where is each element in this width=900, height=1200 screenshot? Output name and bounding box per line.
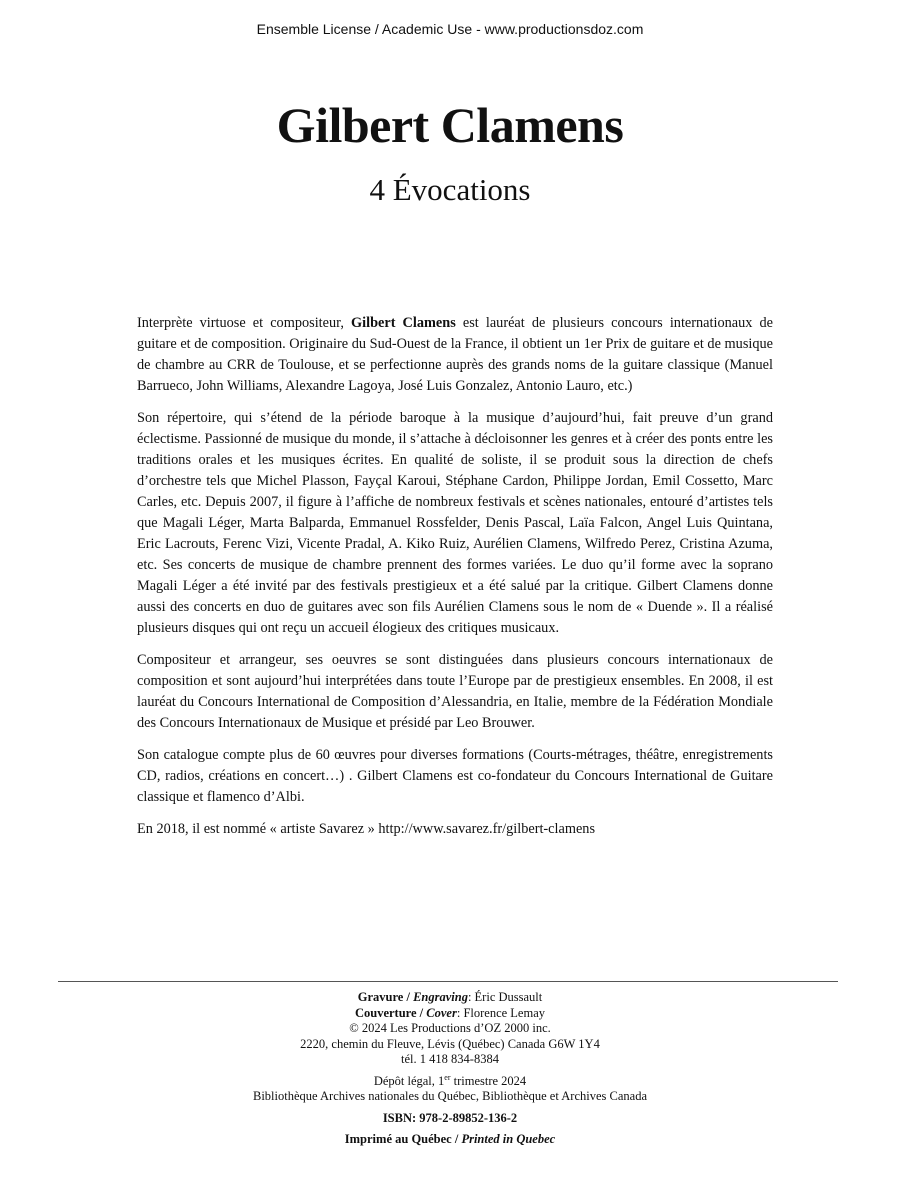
bio-paragraph-5: En 2018, il est nommé « artiste Savarez » http://www.savarez.fr/gilbert-clamens xyxy=(137,821,596,837)
bio-p1-name: Gilbert Clamens xyxy=(351,315,456,331)
bio-p1-intro: Interprète virtuose et compositeur, xyxy=(137,315,351,331)
bio-paragraph-1 xyxy=(137,313,773,397)
copyright: © 2024 Les Productions d’OZ 2000 inc. xyxy=(349,1021,551,1035)
biography xyxy=(137,313,773,851)
publisher-phone: tél. 1 418 834-8384 xyxy=(401,1052,499,1066)
bio-paragraph-3: Compositeur et arrangeur, ses oeuvres se sont distinguées dans plusieurs concours internationaux de composition et sont aujourd’hui interprétées dans toute l’Europe par de prestigieux ensembles. En 2008, il est lauréat du Concours International de Composition d’Alessandria, en Italie, membre de la Fédération Mondiale des Concours Internationaux de Musique et présidé par Leo Brouwer. xyxy=(137,652,773,731)
libraries: Bibliothèque Archives nationales du Québec, Bibliothèque et Archives Canada xyxy=(253,1089,647,1103)
legal-deposit: Dépôt légal, 1er trimestre 2024 xyxy=(373,1072,527,1088)
composer-name: Gilbert Clamens xyxy=(276,97,624,153)
work-title: 4 Évocations xyxy=(369,172,531,207)
bio-paragraph-2: Son répertoire, qui s’étend de la période baroque à la musique d’aujourd’hui, fait preuve d’un grand éclectisme. Passionné de musique du monde, il s’attache à décloisonner les genres et à créer des ponts entre les traditions orales et les musiques écrites. En qualité de soliste, il se produit sous la direction de chefs d’orchestre tels que Michel Plasson, Fayçal Karoui, Stéphane Cardon, Philippe Jordan, Emil Cossetto, Marc Carles, etc. Depuis 2007, il figure à l’affiche de nombreux festivals et scènes nationales, entouré d’artistes tels que Magali Léger, Marta Balparda, Emmanuel Rossfelder, Denis Pascal, Laïa Falcon, Angel Luis Quintana, Eric Lacrouts, Ferenc Vizi, Vicente Pradal, A. Kiko Ruiz, Aurélien Clamens, Wilfredo Perez, Cristina Azuma, etc. Ses concerts de musique de chambre prennent des formes variées. Le duo qu’il forme avec la soprano Magali Léger a été invité par des festivals prestigieux et a été salué par la critique. Gilbert Clamens donne aussi des concerts en duo de guitares avec son fils Aurélien Clamens sous le nom de « Duende ». Il a réalisé plusieurs disques qui ont reçu un accueil élogieux des critiques musicaux. xyxy=(137,410,773,636)
printed-in: Imprimé au Québec / Printed in Quebec xyxy=(344,1132,556,1146)
bio-p1-rest: est lauréat de plusieurs concours internationaux de guitare et de composition. Originaire du Sud-Ouest de la France, il obtient un 1er Prix de guitare et de musique de chambre au CRR de Toulouse, et se perfectionne auprès des grands noms de la guitare classique (Manuel Barrueco, John Williams, Alexandre Lagoya, José Luis Gonzalez, Antonio Lauro, etc.) xyxy=(137,315,773,394)
publisher-address: 2220, chemin du Fleuve, Lévis (Québec) Canada G6W 1Y4 xyxy=(300,1036,600,1051)
isbn: ISBN: 978-2-89852-136-2 xyxy=(382,1110,518,1125)
bio-paragraph-4: Son catalogue compte plus de 60 œuvres pour diverses formations (Courts-métrages, théâtre, enregistrements CD, radios, créations en concert…) . Gilbert Clamens est co-fondateur du Concours International de Guitare classique et flamenco d’Albi. xyxy=(137,747,773,805)
divider xyxy=(58,981,838,982)
license-header: Ensemble License / Academic Use - www.productionsdoz.com xyxy=(256,21,644,37)
credits xyxy=(0,990,900,1148)
engraving-credit: Gravure / Engraving: Éric Dussault xyxy=(357,990,543,1004)
cover-credit: Couverture / Cover: Florence Lemay xyxy=(354,1005,546,1020)
